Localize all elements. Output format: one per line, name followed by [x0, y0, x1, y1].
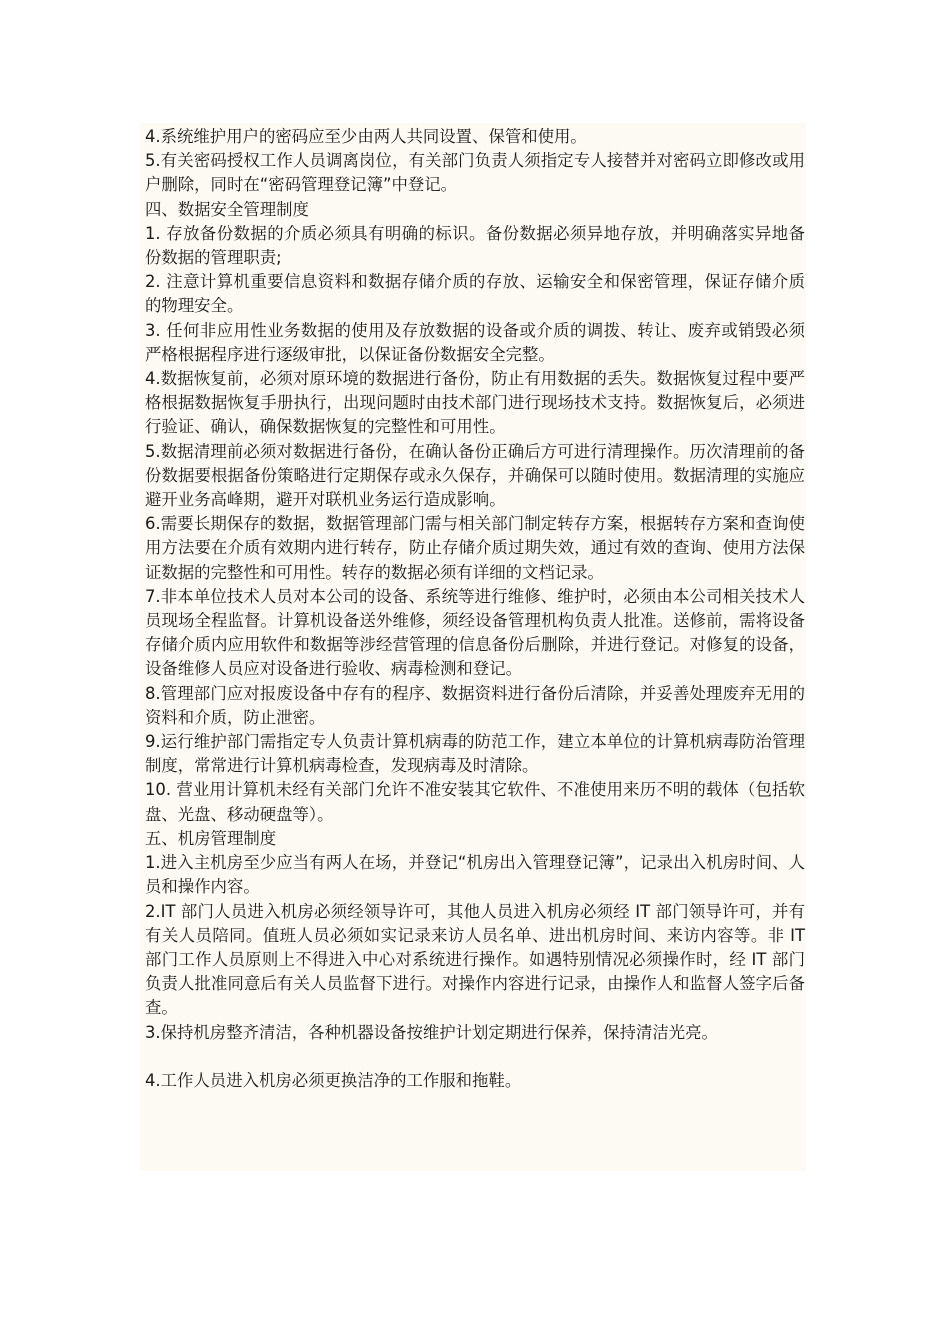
paragraph-room-3: 3.保持机房整齐清洁，各种机器设备按维护计划定期进行保养，保持清洁光亮。: [145, 1022, 718, 1042]
paragraph-data-2: 2. 注意计算机重要信息资料和数据存储介质的存放、运输安全和保密管理，保证存储介质的物理安全。: [145, 272, 805, 316]
paragraph-room-4: 4.工作人员进入机房必须更换洁净的工作服和拖鞋。: [145, 1070, 522, 1090]
paragraph-room-1: 1.进入主机房至少应当有两人在场，并登记“机房出入管理登记簿”，记录出入机房时间、人员和操作内容。: [145, 853, 805, 897]
paragraph-data-4: 4.数据恢复前，必须对原环境的数据进行备份，防止有用数据的丢失。数据恢复过程中要严格根据数据恢复手册执行，出现问题时由技术部门进行现场技术支持。数据恢复后，必须进行验证、确认，确保数据恢复的完整性和可用性。: [145, 369, 805, 437]
paragraph-data-3: 3. 任何非应用性业务数据的使用及存放数据的设备或介质的调拨、转让、废弃或销毁必须严格根据程序进行逐级审批，以保证备份数据安全完整。: [145, 320, 805, 364]
paragraph-data-10: 10. 营业用计算机未经有关部门允许不准安装其它软件、不准使用来历不明的载体（包括软盘、光盘、移动硬盘等）。: [145, 780, 805, 824]
paragraph-data-6: 6.需要长期保存的数据，数据管理部门需与相关部门制定转存方案，根据转存方案和查询使用方法要在介质有效期内进行转存，防止存储介质过期失效，通过有效的查询、使用方法保证数据的完整性和可用性。转存的数据必须有详细的文档记录。: [145, 514, 805, 582]
document-body: [145, 125, 805, 1093]
paragraph-data-5: 5.数据清理前必须对数据进行备份，在确认备份正确后方可进行清理操作。历次清理前的备份数据要根据备份策略进行定期保存或永久保存，并确保可以随时使用。数据清理的实施应避开业务高峰期，避开对联机业务运行造成影响。: [145, 441, 805, 510]
paragraph-data-9: 9.运行维护部门需指定专人负责计算机病毒的防范工作，建立本单位的计算机病毒防治管理制度，常常进行计算机病毒检查，发现病毒及时清除。: [145, 732, 805, 776]
section-heading-data-security: 四、数据安全管理制度: [145, 199, 309, 219]
paragraph-data-8: 8.管理部门应对报废设备中存有的程序、数据资料进行备份后清除，并妥善处理废弃无用的资料和介质，防止泄密。: [145, 683, 805, 727]
paragraph-password-5: 5.有关密码授权工作人员调离岗位，有关部门负责人须指定专人接替并对密码立即修改或用户删除，同时在“密码管理登记簿”中登记。: [145, 151, 805, 195]
paragraph-room-2: 2.IT 部门人员进入机房必须经领导许可，其他人员进入机房必须经 IT 部门领导许可，并有有关人员陪同。值班人员必须如实记录来访人员名单、进出机房时间、来访内容等。非 IT 部门工作人员原则上不得进入中心对系统进行操作。如遇特别情况必须操作时，经 IT 部门负责人批准同意后有关人员监督下进行。对操作内容进行记录，由操作人和监督人签字后备查。: [145, 901, 805, 1018]
section-heading-machine-room: 五、机房管理制度: [145, 828, 277, 848]
paragraph-data-7: 7.非本单位技术人员对本公司的设备、系统等进行维修、维护时，必须由本公司相关技术人员现场全程监督。计算机设备送外维修，须经设备管理机构负责人批准。送修前，需将设备存储介质内应用软件和数据等涉经营管理的信息备份后删除，并进行登记。对修复的设备，设备维修人员应对设备进行验收、病毒检测和登记。: [145, 586, 805, 679]
blank-line: [145, 1045, 805, 1069]
paragraph-data-1: 1. 存放备份数据的介质必须具有明确的标识。备份数据必须异地存放，并明确落实异地备份数据的管理职责;: [145, 223, 805, 268]
paragraph-password-4: 4.系统维护用户的密码应至少由两人共同设置、保管和使用。: [145, 127, 587, 146]
